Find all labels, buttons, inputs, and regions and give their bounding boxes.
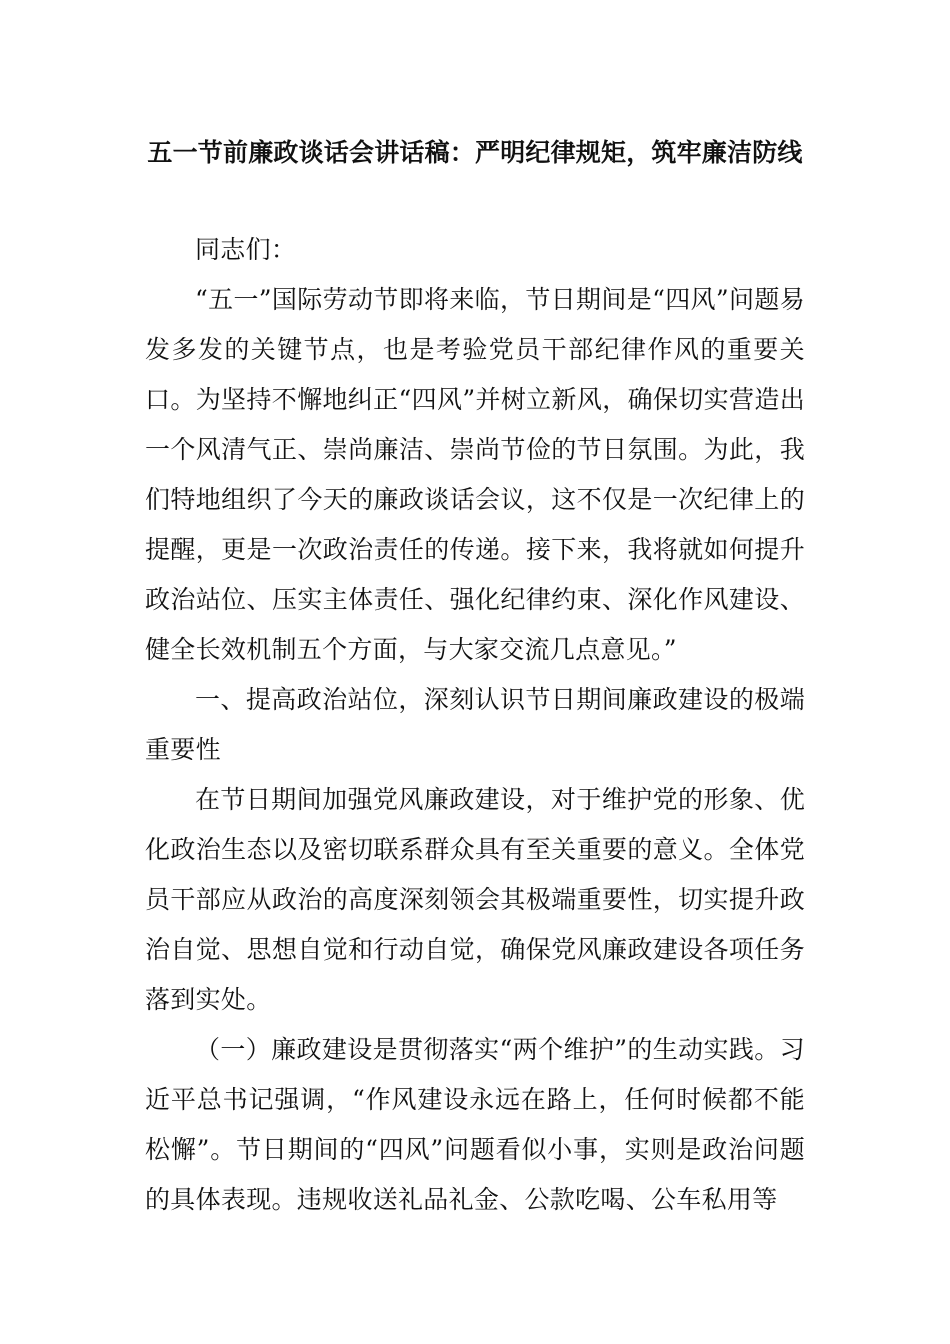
subsection-1-paragraph: （一）廉政建设是贯彻落实“两个维护”的生动实践。习近平总书记强调，“作风建设永远在路上，任何时候都不能松懈”。节日期间的“四风”问题看似小事，实则是政治问题的具体表现。违规收送礼品礼金、公款吃喝、公车私用等 <box>145 1035 805 1214</box>
intro-paragraph: “五一”国际劳动节即将来临，节日期间是“四风”问题易发多发的关键节点，也是考验党员干部纪律作风的重要关口。为坚持不懈地纠正“四风”并树立新风，确保切实营造出一个风清气正、崇尚廉洁、崇尚节俭的节日氛围。为此，我们特地组织了今天的廉政谈话会议，这不仅是一次纪律上的提醒，更是一次政治责任的传递。接下来，我将就如何提升政治站位、压实主体责任、强化纪律约束、深化作风建设、健全长效机制五个方面，与大家交流几点意见。” <box>145 285 805 664</box>
section-1-paragraph: 在节日期间加强党风廉政建设，对于维护党的形象、优化政治生态以及密切联系群众具有至关重要的意义。全体党员干部应从政治的高度深刻领会其极端重要性，切实提升政治自觉、思想自觉和行动自觉，确保党风廉政建设各项任务落到实处。 <box>145 785 805 1014</box>
section-heading-1: 一、提高政治站位，深刻认识节日期间廉政建设的极端重要性 <box>145 685 805 764</box>
document-title: 五一节前廉政谈话会讲话稿：严明纪律规矩，筑牢廉洁防线 <box>147 138 803 167</box>
document-body <box>145 225 805 1225</box>
salutation-paragraph: 同志们： <box>195 235 297 264</box>
